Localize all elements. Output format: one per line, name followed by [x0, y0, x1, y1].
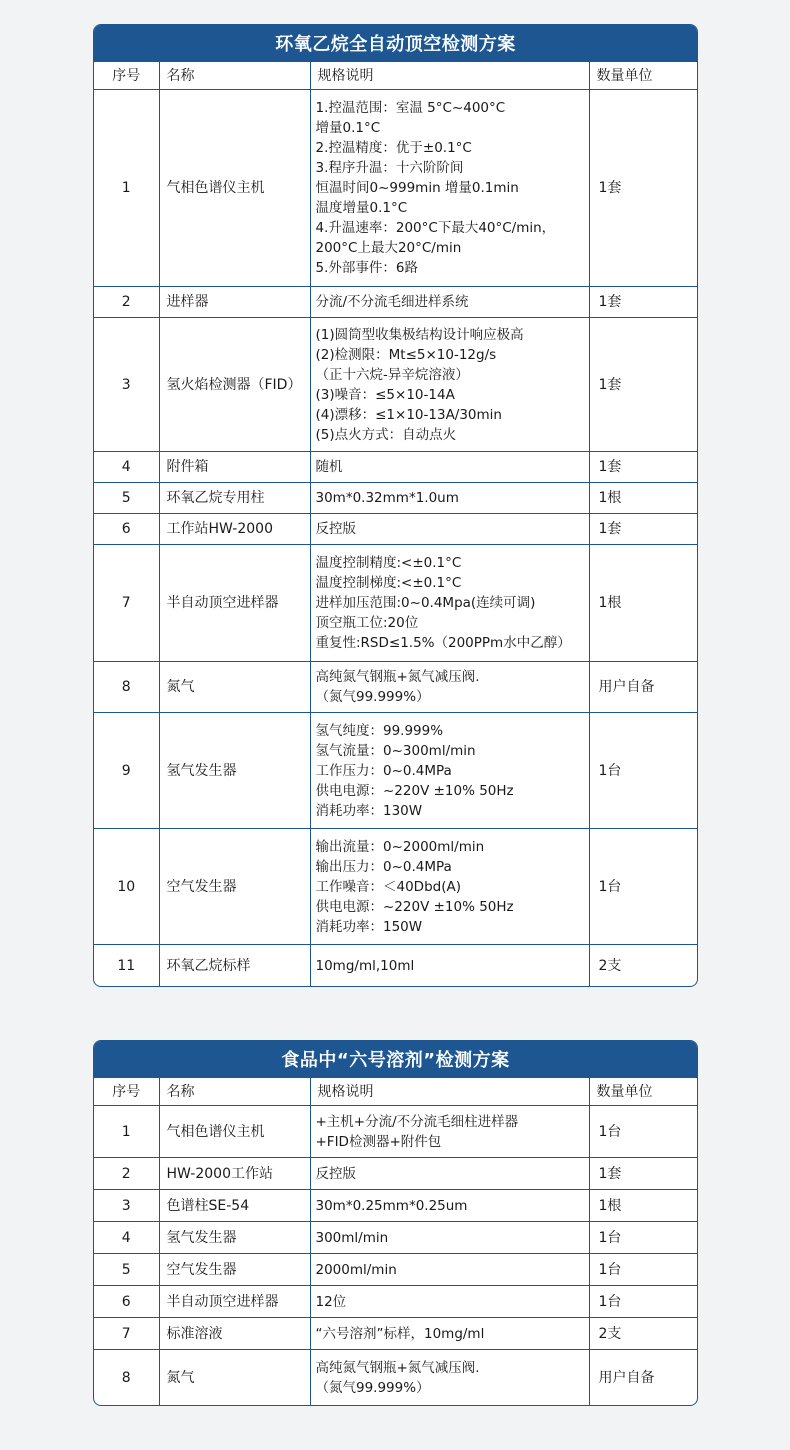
row-no: 1: [94, 1106, 159, 1158]
row-name: 空气发生器: [159, 829, 310, 945]
row-no: 2: [94, 287, 159, 318]
row-qty: 1台: [589, 1106, 698, 1158]
table-title: 食品中“六号溶剂”检测方案: [94, 1041, 697, 1077]
table-row: [94, 662, 698, 713]
row-no: 1: [94, 90, 159, 287]
col-header-qty: 数量单位: [589, 1078, 698, 1106]
row-name: 标准溶液: [159, 1318, 310, 1350]
row-spec: 输出流量：0~2000ml/min 输出压力：0~0.4MPa 工作噪音：＜40Dbd(A) 供电电源：~220V ±10% 50Hz 消耗功率：150W: [310, 829, 589, 945]
col-header-spec: 规格说明: [310, 62, 589, 90]
spec-table: [94, 1077, 698, 1406]
ethylene-oxide-table-card: [93, 24, 698, 987]
row-spec: 300ml/min: [310, 1222, 589, 1254]
row-spec: 随机: [310, 452, 589, 483]
row-qty: 1套: [589, 452, 698, 483]
row-no: 11: [94, 945, 159, 987]
col-header-name: 名称: [159, 62, 310, 90]
row-no: 4: [94, 452, 159, 483]
row-qty: 1根: [589, 1190, 698, 1222]
row-qty: 用户自备: [589, 1350, 698, 1406]
table-row: [94, 1190, 698, 1222]
table-row: [94, 483, 698, 514]
table-row: [94, 1350, 698, 1406]
row-no: 9: [94, 713, 159, 829]
table-row: [94, 318, 698, 452]
row-name: 进样器: [159, 287, 310, 318]
row-qty: 2支: [589, 945, 698, 987]
row-name: 氢气发生器: [159, 1222, 310, 1254]
row-name: 氮气: [159, 1350, 310, 1406]
solvent-table-card: [93, 1040, 698, 1406]
col-header-qty: 数量单位: [589, 62, 698, 90]
row-name: 色谱柱SE-54: [159, 1190, 310, 1222]
row-spec: 温度控制精度:<±0.1°C 温度控制梯度:<±0.1°C 进样加压范围:0~0.4Mpa(连续可调) 顶空瓶工位:20位 重复性:RSD≤1.5%（200PPm水中乙醇）: [310, 545, 589, 662]
row-qty: 1套: [589, 514, 698, 545]
table-row: [94, 829, 698, 945]
row-name: 附件箱: [159, 452, 310, 483]
row-no: 2: [94, 1158, 159, 1190]
row-name: 环氧乙烷专用柱: [159, 483, 310, 514]
row-no: 5: [94, 1254, 159, 1286]
row-no: 4: [94, 1222, 159, 1254]
row-no: 10: [94, 829, 159, 945]
row-name: 氮气: [159, 662, 310, 713]
row-name: 气相色谱仪主机: [159, 90, 310, 287]
table-row: [94, 713, 698, 829]
row-qty: 1套: [589, 90, 698, 287]
row-qty: 1台: [589, 1286, 698, 1318]
row-name: 空气发生器: [159, 1254, 310, 1286]
col-header-name: 名称: [159, 1078, 310, 1106]
table-row: [94, 452, 698, 483]
spec-table: [94, 61, 698, 987]
row-name: 半自动顶空进样器: [159, 545, 310, 662]
row-qty: 1套: [589, 287, 698, 318]
table-row: [94, 1286, 698, 1318]
table-row: [94, 945, 698, 987]
table-row: [94, 1222, 698, 1254]
row-no: 6: [94, 514, 159, 545]
row-no: 6: [94, 1286, 159, 1318]
row-name: HW-2000工作站: [159, 1158, 310, 1190]
row-name: 工作站HW-2000: [159, 514, 310, 545]
row-qty: 用户自备: [589, 662, 698, 713]
row-name: 环氧乙烷标样: [159, 945, 310, 987]
row-spec: 1.控温范围：室温 5°C~400°C 增量0.1°C 2.控温精度：优于±0.1°C 3.程序升温：十六阶阶间 恒温时间0~999min 增量0.1min 温度增量0.1°C 4.升温速率：200°C下最大40°C/min， 200°C上最大20°C/min 5.外部事件：6路: [310, 90, 589, 287]
row-spec: 10mg/ml,10ml: [310, 945, 589, 987]
row-no: 8: [94, 662, 159, 713]
row-no: 3: [94, 1190, 159, 1222]
row-spec: 分流/不分流毛细进样系统: [310, 287, 589, 318]
row-name: 气相色谱仪主机: [159, 1106, 310, 1158]
table-row: [94, 1254, 698, 1286]
row-qty: 1套: [589, 318, 698, 452]
row-spec: 30m*0.25mm*0.25um: [310, 1190, 589, 1222]
col-header-spec: 规格说明: [310, 1078, 589, 1106]
row-no: 5: [94, 483, 159, 514]
row-qty: 2支: [589, 1318, 698, 1350]
row-spec: 30m*0.32mm*1.0um: [310, 483, 589, 514]
row-spec: 氢气纯度：99.999% 氢气流量：0~300ml/min 工作压力：0~0.4MPa 供电电源：~220V ±10% 50Hz 消耗功率：130W: [310, 713, 589, 829]
row-name: 氢火焰检测器（FID）: [159, 318, 310, 452]
row-qty: 1台: [589, 713, 698, 829]
row-spec: 反控版: [310, 514, 589, 545]
row-qty: 1台: [589, 1222, 698, 1254]
table-row: [94, 514, 698, 545]
table-row: [94, 90, 698, 287]
row-name: 氢气发生器: [159, 713, 310, 829]
col-header-no: 序号: [94, 62, 159, 90]
row-spec: 反控版: [310, 1158, 589, 1190]
table-title: 环氧乙烷全自动顶空检测方案: [94, 25, 697, 61]
row-spec: 高纯氮气钢瓶+氮气减压阀. （氮气99.999%）: [310, 662, 589, 713]
table-row: [94, 1318, 698, 1350]
row-name: 半自动顶空进样器: [159, 1286, 310, 1318]
table-row: [94, 287, 698, 318]
row-spec: 2000ml/min: [310, 1254, 589, 1286]
row-spec: +主机+分流/不分流毛细柱进样器 +FID检测器+附件包: [310, 1106, 589, 1158]
row-qty: 1台: [589, 1254, 698, 1286]
col-header-no: 序号: [94, 1078, 159, 1106]
row-spec: “六号溶剂”标样，10mg/ml: [310, 1318, 589, 1350]
table-row: [94, 1158, 698, 1190]
row-no: 7: [94, 545, 159, 662]
row-spec: 高纯氮气钢瓶+氮气减压阀. （氮气99.999%）: [310, 1350, 589, 1406]
row-qty: 1套: [589, 1158, 698, 1190]
row-qty: 1台: [589, 829, 698, 945]
table-row: [94, 545, 698, 662]
row-spec: 12位: [310, 1286, 589, 1318]
table-row: [94, 1106, 698, 1158]
row-qty: 1根: [589, 545, 698, 662]
row-no: 3: [94, 318, 159, 452]
row-spec: (1)圆筒型收集极结构设计响应极高 (2)检测限：Mt≤5×10-12g/s （正十六烷-异辛烷溶液） (3)噪音：≤5×10-14A (4)漂移：≤1×10-13A/30min (5)点火方式：自动点火: [310, 318, 589, 452]
row-no: 7: [94, 1318, 159, 1350]
row-qty: 1根: [589, 483, 698, 514]
row-no: 8: [94, 1350, 159, 1406]
